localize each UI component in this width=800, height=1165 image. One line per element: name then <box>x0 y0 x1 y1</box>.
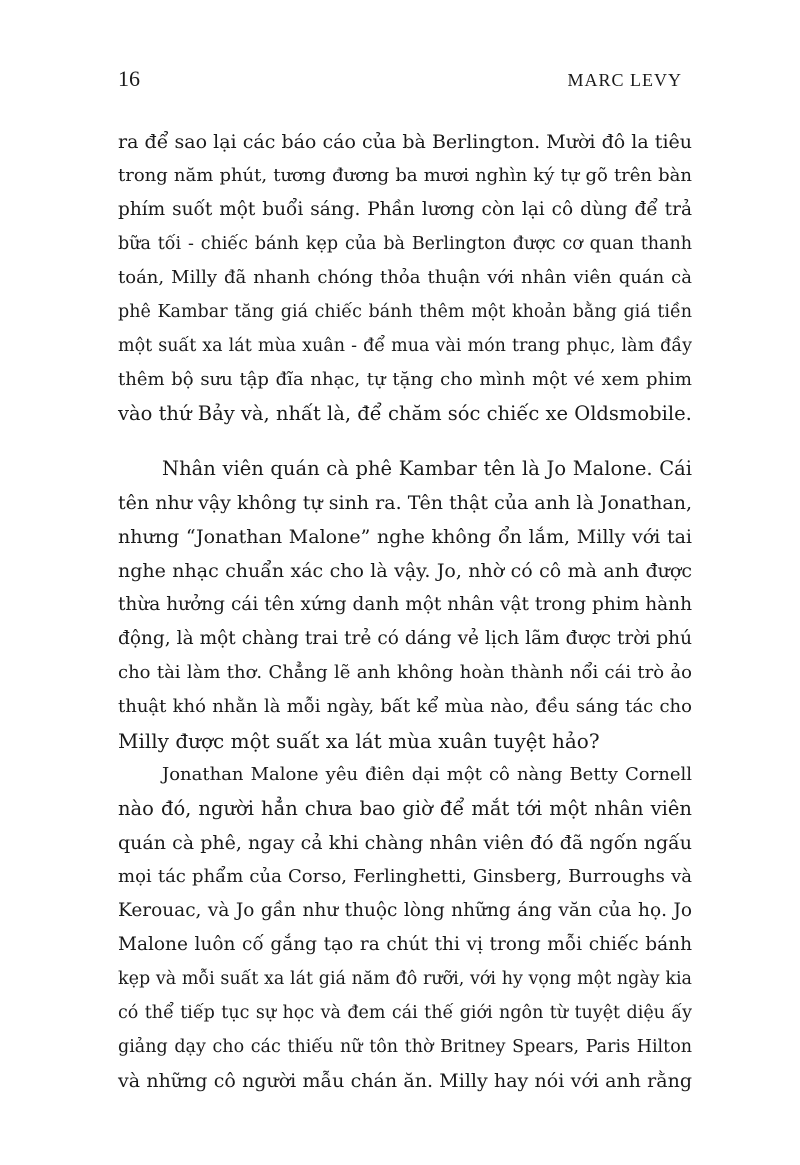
running-head-author: MARC LEVY <box>567 70 682 90</box>
text-line: phím suốt một buổi sáng. Phần lương còn lại cô dùng để trả <box>118 199 692 220</box>
text-line: thêm bộ sưu tập đĩa nhạc, tự tặng cho mình một vé xem phim <box>118 369 692 390</box>
text-line: nhưng “Jonathan Malone” nghe không ổn lắm, Milly với tai <box>118 526 692 548</box>
text-line: Milly được một suất xa lát mùa xuân tuyệt hảo? <box>118 729 600 753</box>
paragraphs-2-3 <box>118 452 692 1098</box>
text-line: vào thứ Bảy và, nhất là, để chăm sóc chiếc xe Oldsmobile. <box>118 402 692 425</box>
text-line: kẹp và mỗi suất xa lát giá năm đô rưỡi, với hy vọng một ngày kia <box>118 969 692 989</box>
text-line: nào đó, người hẳn chưa bao giờ để mắt tới một nhân viên <box>118 797 692 820</box>
text-line: Kerouac, và Jo gần như thuộc lòng những áng văn của họ. Jo <box>118 900 692 921</box>
page-number: 16 <box>118 66 140 91</box>
text-line: bữa tối - chiếc bánh kẹp của bà Berlington được cơ quan thanh <box>118 234 692 254</box>
text-line: nghe nhạc chuẩn xác cho là vậy. Jo, nhờ có cô mà anh được <box>118 560 692 582</box>
text-line: và những cô người mẫu chán ăn. Milly hay nói với anh rằng <box>118 1070 692 1092</box>
text-line: giảng dạy cho các thiếu nữ tôn thờ Britney Spears, Paris Hilton <box>118 1037 692 1057</box>
text-line: trong năm phút, tương đương ba mươi nghìn ký tự gõ trên bàn <box>118 165 692 186</box>
text-line: Jonathan Malone yêu điên dại một cô nàng Betty Cornell <box>162 764 692 785</box>
text-line: cho tài làm thơ. Chẳng lẽ anh không hoàn thành nổi cái trò ảo <box>118 662 692 683</box>
text-line: thừa hưởng cái tên xứng danh một nhân vật trong phim hành <box>118 594 692 615</box>
text-line: mọi tác phẩm của Corso, Ferlinghetti, Ginsberg, Burroughs và <box>118 866 692 887</box>
paragraph-2 <box>118 452 692 758</box>
text-line: có thể tiếp tục sự học và đem cái thế giới ngôn từ tuyệt diệu ấy <box>118 1003 692 1023</box>
text-line: động, là một chàng trai trẻ có dáng vẻ lịch lãm được trời phú <box>118 628 692 649</box>
text-line: phê Kambar tăng giá chiếc bánh thêm một khoản bằng giá tiền <box>118 302 692 322</box>
paragraph-3 <box>118 758 692 1098</box>
text-line: thuật khó nhằn là mỗi ngày, bất kể mùa nào, đều sáng tác cho <box>118 696 692 717</box>
text-line: tên như vậy không tự sinh ra. Tên thật của anh là Jonathan, <box>118 492 692 514</box>
text-line: Malone luôn cố gắng tạo ra chút thi vị trong mỗi chiếc bánh <box>118 934 692 955</box>
text-line: toán, Milly đã nhanh chóng thỏa thuận với nhân viên quán cà <box>118 267 692 288</box>
text-line: một suất xa lát mùa xuân - để mua vài món trang phục, làm đầy <box>118 336 692 356</box>
paragraph-1 <box>118 125 692 431</box>
text-line: ra để sao lại các báo cáo của bà Berlington. Mười đô la tiêu <box>118 131 692 153</box>
text-line: quán cà phê, ngay cả khi chàng nhân viên đó đã ngốn ngấu <box>118 832 692 854</box>
text-line: Nhân viên quán cà phê Kambar tên là Jo Malone. Cái <box>162 457 692 480</box>
